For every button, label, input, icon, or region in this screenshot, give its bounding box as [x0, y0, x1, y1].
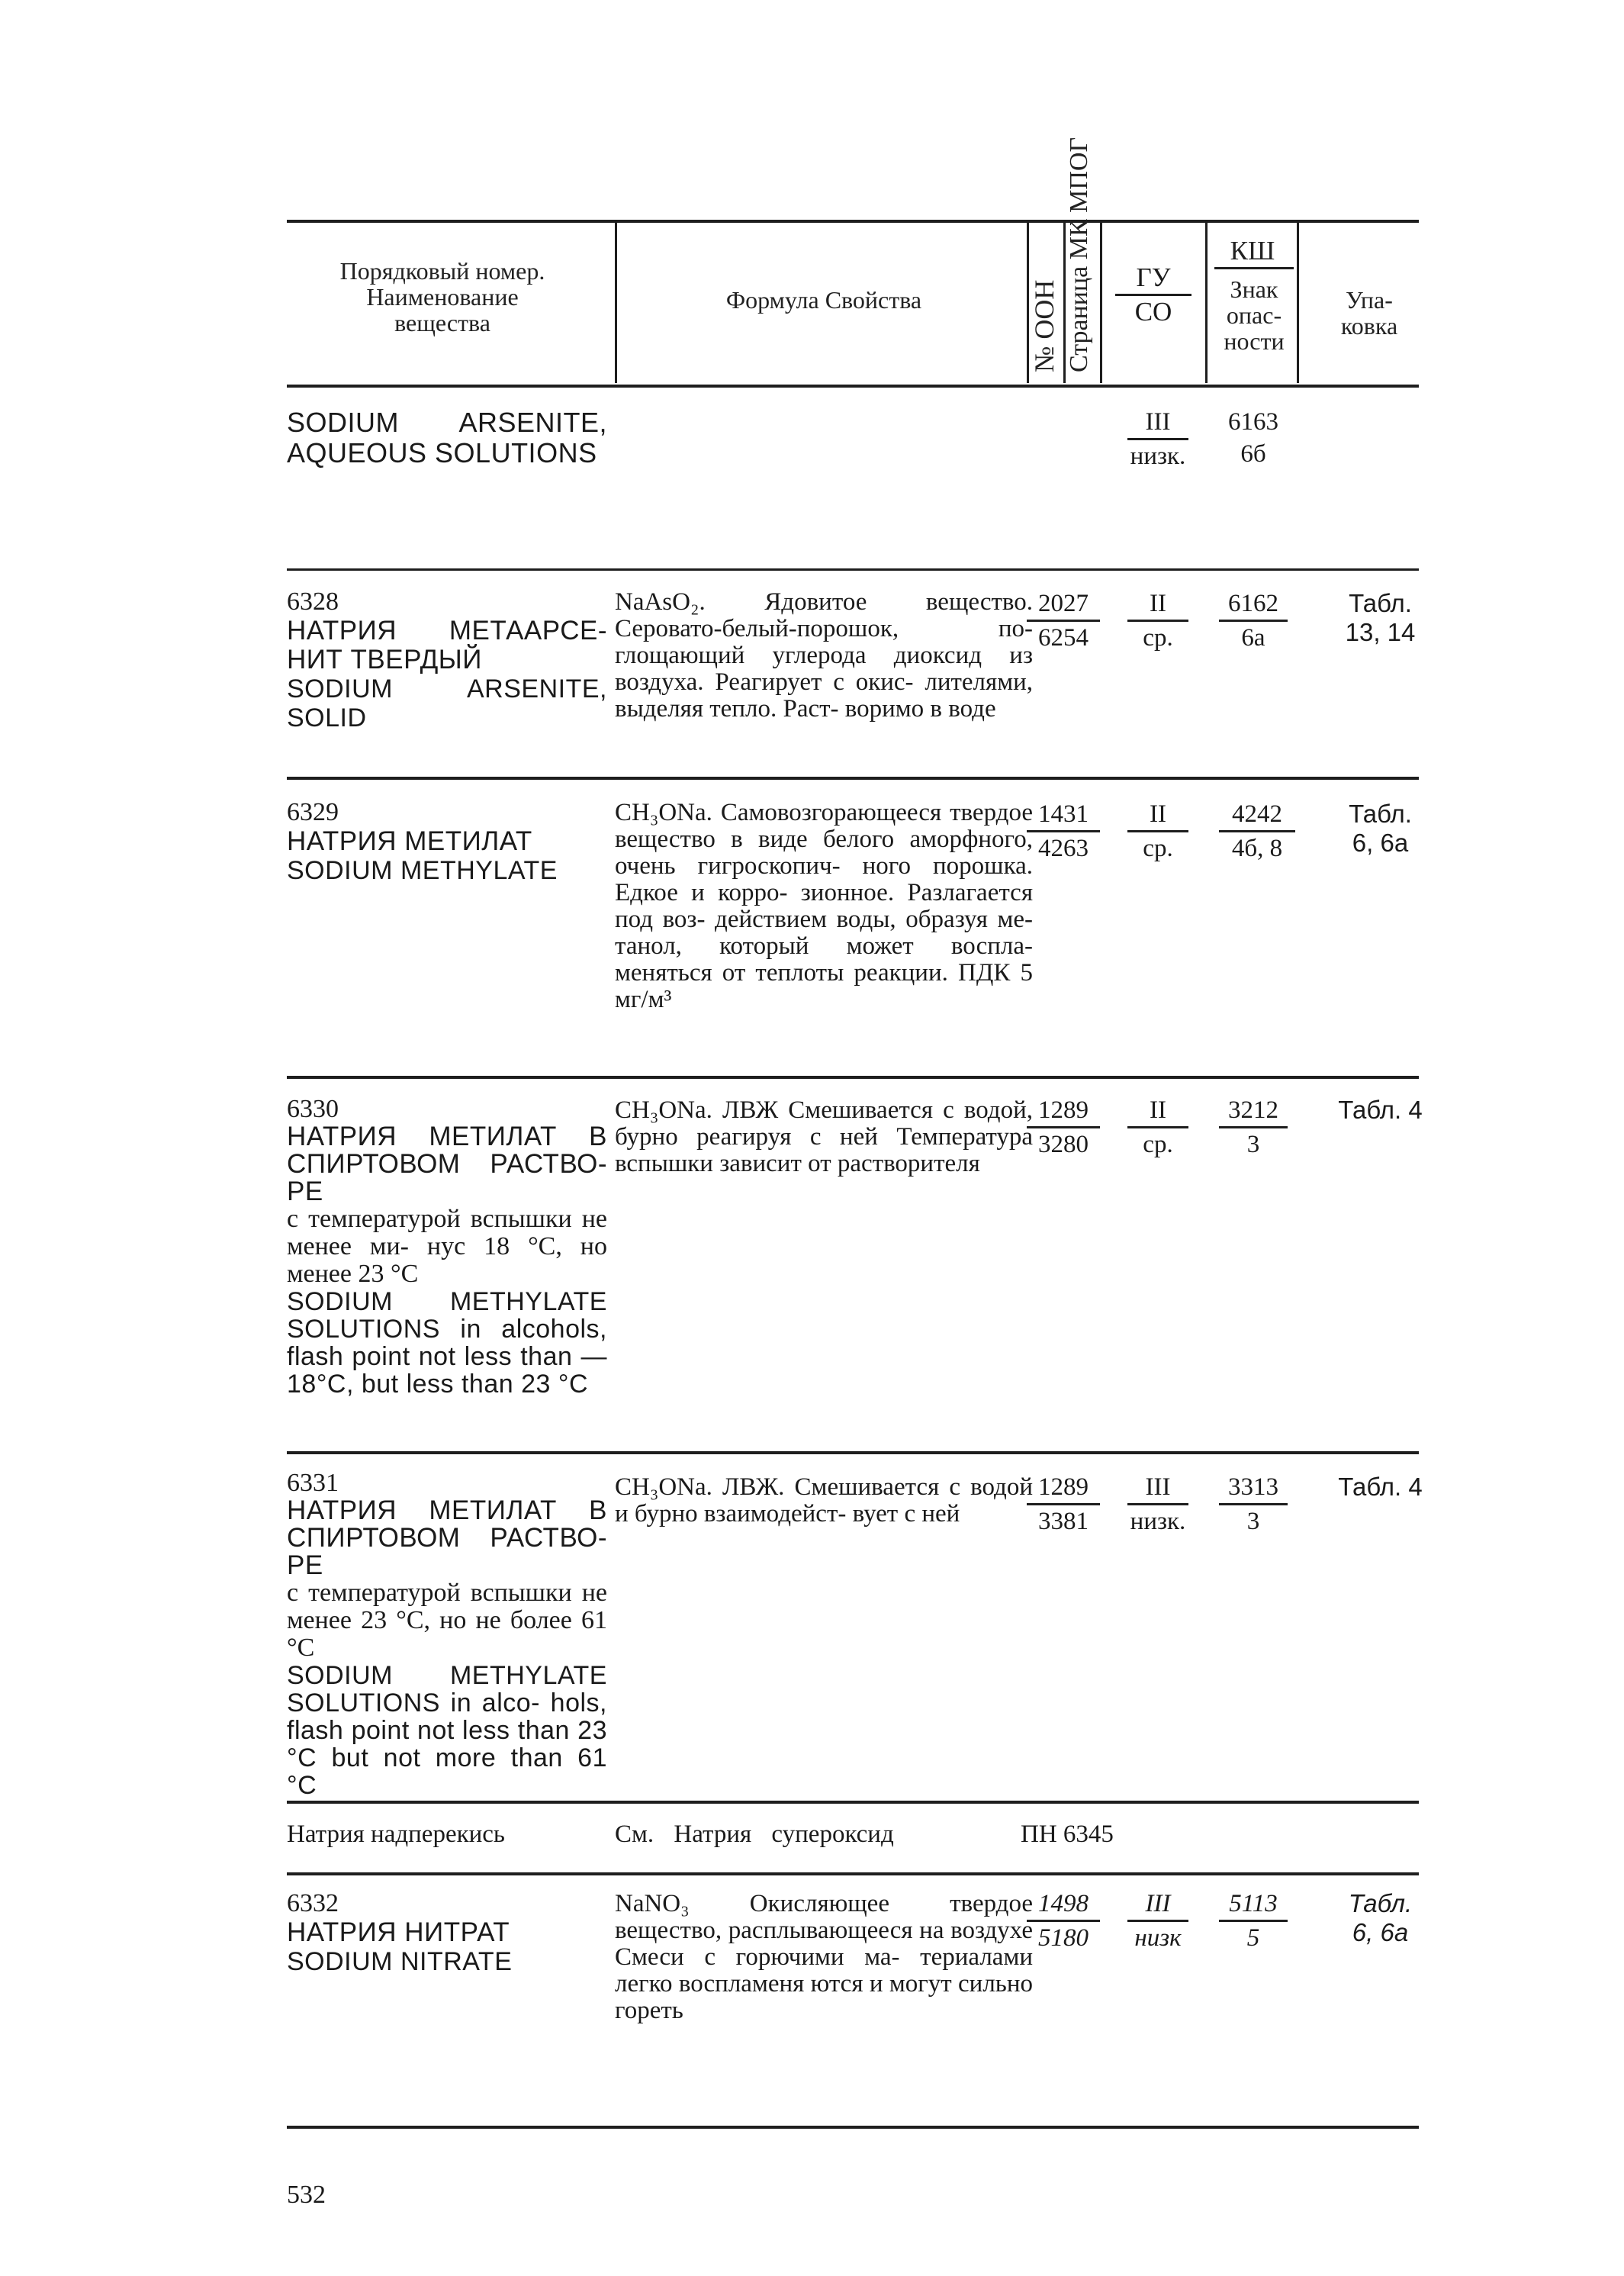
header-gu-co [1115, 263, 1191, 327]
entry-gu: II [1127, 800, 1188, 832]
header-divider [1205, 223, 1208, 383]
entry-name-ru: НАТРИЯ НИТРАТ [287, 1917, 510, 1947]
entry-co: ср. [1143, 624, 1173, 652]
row-separator [287, 1872, 1419, 1875]
header-un-column: № ООН [1029, 279, 1060, 372]
entry-co: ср. [1143, 1131, 1173, 1158]
entry-ksh-sign [1219, 1096, 1288, 1159]
entry-co: низк. [1130, 443, 1186, 470]
entry-gu: II [1127, 1096, 1188, 1128]
entry-un-page [1027, 589, 1100, 652]
entry-un-page [1027, 1473, 1100, 1536]
header-name-column: Порядковый номер. Наименование вещества [339, 257, 545, 336]
entry-properties: NaNO₃ Окисляющее твердое вещество, расплывающееся на воздухе Смеси с горючими ма- териалами легко воспламеня ются и могут сильно гореть [615, 1890, 1033, 2024]
entry-sign: 4б, 8 [1231, 835, 1283, 862]
header-divider [615, 223, 617, 383]
entry-gu: III [1127, 407, 1188, 440]
entry-gu: III [1127, 1889, 1188, 1922]
row-separator [287, 568, 1419, 571]
entry-name-en: SODIUM METHYLATE SOLUTIONS in alco- hols, flash point not less than 23 °С but not more than 61 °С [287, 1661, 607, 1800]
entry-name-ru: НАТРИЯ МЕТИЛАТ В СПИРТОВОМ РАСТВО- РЕ [287, 1122, 607, 1206]
entry-co: низк [1134, 1924, 1182, 1952]
entry-ksh: 5113 [1219, 1889, 1288, 1922]
entry-number: 6331 [287, 1469, 339, 1497]
row-separator [287, 777, 1419, 780]
entry-name-en: SODIUM NITRATE [287, 1947, 513, 1976]
entry-name-note: с температурой вспышки не менее ми- нус 18 °С, но менее 23 °С [287, 1205, 607, 1288]
entry-page: 3280 [1038, 1131, 1089, 1158]
header-gu: ГУ [1115, 263, 1191, 296]
entry-sign: 3 [1246, 1131, 1260, 1158]
entry-ksh-sign [1219, 589, 1288, 652]
entry-gu: II [1127, 589, 1188, 622]
entry-packaging: Табл. 13, 14 [1345, 589, 1416, 646]
header-ksh: КШ [1230, 236, 1275, 266]
entry-name-ru: НАТРИЯ МЕТИЛАТ В СПИРТОВОМ РАСТВО- РЕ [287, 1495, 607, 1580]
crossref-name: Натрия надперекись [287, 1820, 505, 1848]
entry-number: 6329 [287, 798, 339, 826]
entry-page: 3381 [1038, 1508, 1089, 1535]
entry-un: 1431 [1027, 800, 1100, 832]
entry-sign: 3 [1246, 1508, 1260, 1535]
table-bottom-rule [287, 2126, 1419, 2129]
entry-gu: III [1127, 1473, 1188, 1505]
row-separator [287, 1801, 1419, 1804]
entry-properties: CH₃ONa. ЛВЖ. Смешивается с водой и бурно взаимодейст- вует с ней [615, 1473, 1033, 1528]
entry-co: ср. [1143, 835, 1173, 862]
entry-name [287, 1096, 607, 1398]
entry-ksh: 3212 [1219, 1096, 1288, 1128]
entry-name [287, 588, 607, 732]
entry-properties: CH₃ONa. Самовозгорающееся твердое вещество в виде белого аморфного, очень гигроскопич- ного порошка. Едкое и корро- зионное. Разлагается под воз- действием воды, образуя ме- танол, который может воспла- меняться от теплоты реакции. ПДК 5 мг/м³ [615, 799, 1033, 1013]
entry-ksh: 4242 [1219, 800, 1295, 832]
entry-packaging: Табл. 6, 6а [1348, 1889, 1413, 1946]
header-props-column: Формула Свойства [725, 286, 922, 314]
entry-gu-co [1127, 1473, 1188, 1536]
entry-packaging: Табл. 4 [1338, 1473, 1423, 1501]
entry-ksh: 6163 [1228, 408, 1278, 436]
entry-number: 6332 [287, 1889, 339, 1917]
entry-packaging: Табл. 6, 6а [1349, 800, 1412, 857]
header-top-rule [287, 220, 1419, 223]
entry-name-en: SODIUM ARSENITE, SOLID [287, 674, 607, 732]
page-number: 532 [287, 2181, 326, 2209]
header-pack: Упа- ковка [1340, 286, 1398, 340]
entry-name [287, 1470, 607, 1799]
entry-gu-co [1127, 1096, 1188, 1159]
entry-ksh-sign [1219, 1889, 1288, 1952]
entry-name-en: SODIUM ARSENITE, AQUEOUS SOLUTIONS [287, 407, 607, 468]
entry-number: 6328 [287, 588, 339, 616]
header-divider [1100, 223, 1102, 383]
entry-name-ru: НАТРИЯ МЕТААРСЕ- НИТ ТВЕРДЫЙ [287, 616, 607, 674]
row-separator [287, 1076, 1419, 1079]
header-page-column: Страница МК МПОГ [1065, 137, 1093, 372]
entry-un: 1498 [1027, 1889, 1100, 1922]
entry-un: 2027 [1027, 589, 1100, 622]
entry-sign: 5 [1246, 1924, 1260, 1952]
entry-properties: NaAsO₂. Ядовитое вещество. Серовато-белый-порошок, по- глощающий углерода диоксид из воздуха. Реагирует с окис- лителями, выделяя тепло. Раст- воримо в воде [615, 588, 1033, 723]
entry-page: 6254 [1038, 624, 1089, 652]
entry-gu-co [1127, 800, 1188, 863]
entry-ksh: 3313 [1219, 1473, 1288, 1505]
header-sign: Знак опас- ности [1224, 275, 1285, 355]
entry-page: 4263 [1038, 835, 1089, 862]
entry-name-note: с температурой вспышки не менее 23 °С, но не более 61 °С [287, 1579, 607, 1662]
header-ksh-rule [1214, 267, 1294, 269]
entry-packaging: Табл. 4 [1338, 1096, 1423, 1124]
entry-gu-co [1127, 589, 1188, 652]
row-separator [287, 1451, 1419, 1454]
header-bottom-rule [287, 385, 1419, 388]
entry-ksh-sign [1219, 1473, 1288, 1536]
entry-properties: CH₃ONa. ЛВЖ Смешивается с водой, бурно реагируя с ней Температура вспышки зависит от растворителя [615, 1096, 1033, 1177]
entry-un-page [1027, 1889, 1100, 1952]
entry-name-en: SODIUM METHYLATE [287, 856, 558, 885]
header-divider [1297, 223, 1299, 383]
entry-gu-co [1127, 1889, 1188, 1952]
entry-page: 5180 [1038, 1924, 1089, 1952]
entry-un-page [1027, 1096, 1100, 1159]
crossref-ref: ПН 6345 [1021, 1820, 1114, 1848]
entry-ksh-sign [1219, 800, 1295, 863]
entry-un: 1289 [1027, 1096, 1100, 1128]
entry-sign: 6а [1241, 624, 1265, 652]
entry-ksh: 6162 [1219, 589, 1288, 622]
entry-gu-co [1127, 407, 1188, 471]
entry-un: 1289 [1027, 1473, 1100, 1505]
entry-number: 6330 [287, 1095, 339, 1123]
entry-un-page [1027, 800, 1100, 863]
entry-sign: 6б [1240, 440, 1266, 468]
entry-name [287, 798, 607, 885]
entry-co: низк. [1130, 1508, 1186, 1535]
entry-name [287, 1889, 607, 1976]
crossref-see: См. Натрия супероксид [615, 1820, 894, 1848]
entry-ksh-sign [1219, 407, 1288, 468]
entry-name-en: SODIUM METHYLATE SOLUTIONS in alcohols, flash point not less than —18°С, but less than 23 °С [287, 1287, 607, 1399]
header-co: СО [1134, 297, 1172, 327]
entry-name [287, 407, 607, 468]
entry-name-ru: НАТРИЯ МЕТИЛАТ [287, 826, 532, 856]
